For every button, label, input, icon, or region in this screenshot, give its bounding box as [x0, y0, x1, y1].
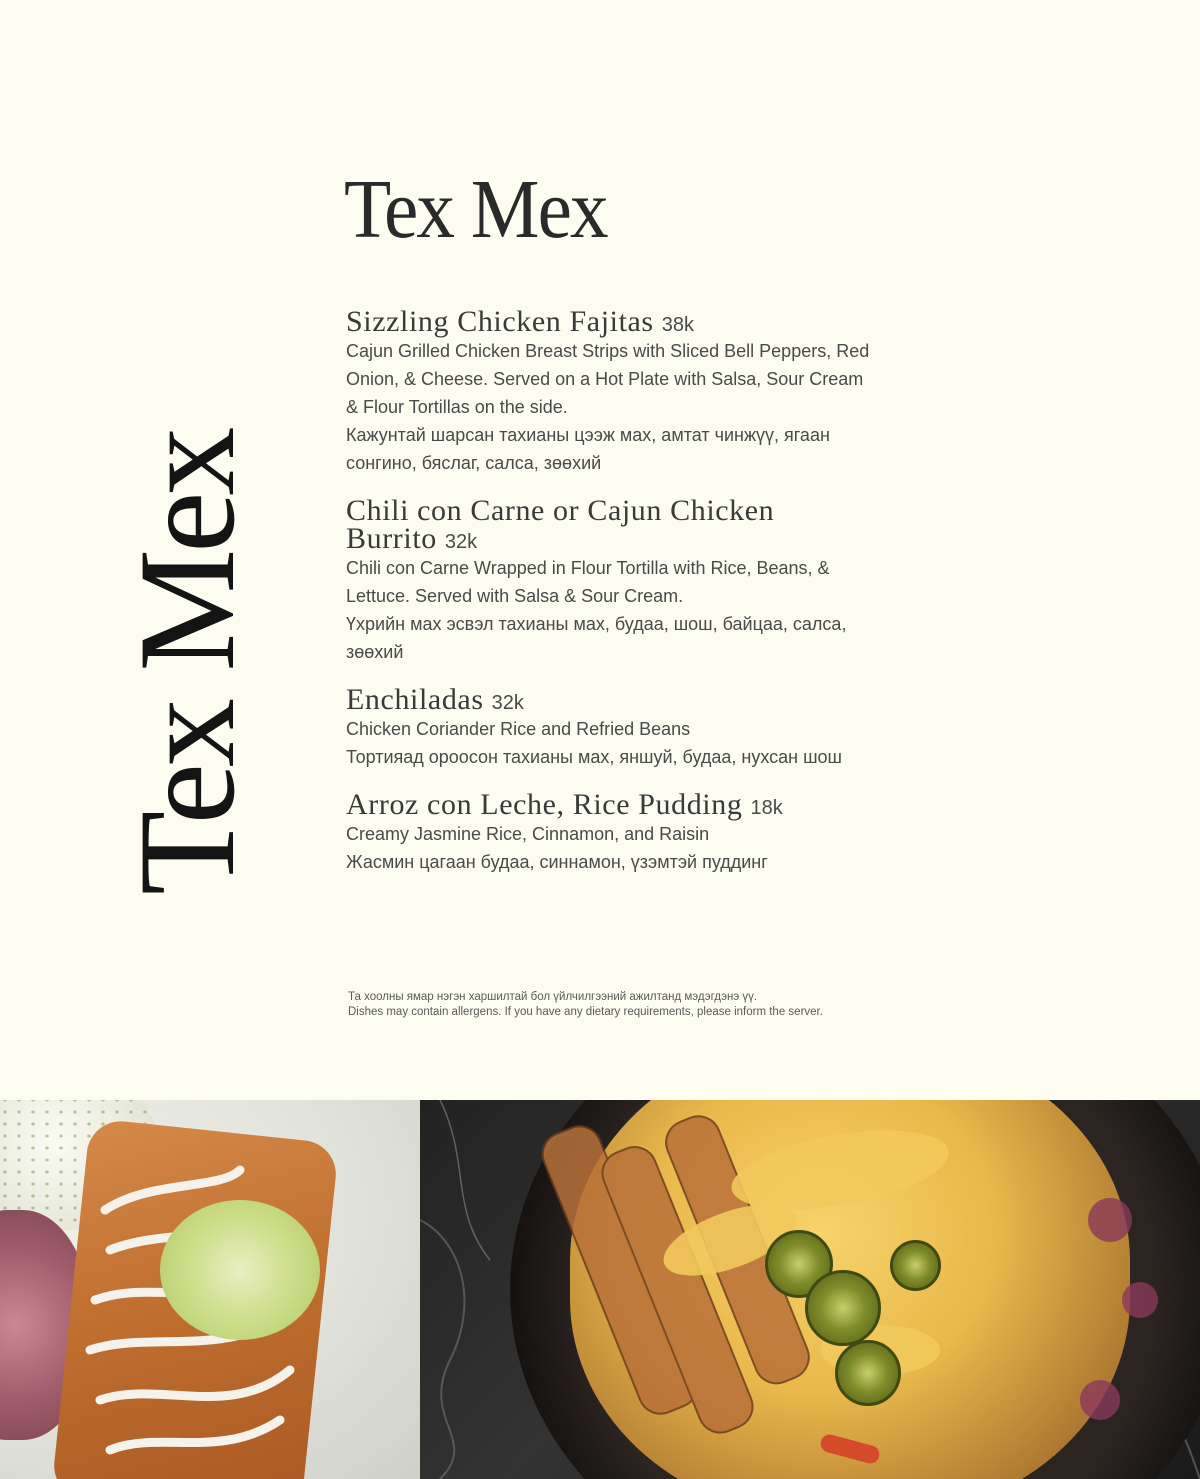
jalapeno-slice	[890, 1240, 941, 1291]
allergen-note	[348, 990, 823, 1020]
item-description-en: Chili con Carne Wrapped in Flour Tortilla with Rice, Beans, & Lettuce. Served with Salsa & Sour Cream.	[346, 558, 830, 606]
item-description-mn: Үхрийн мах эсвэл тахианы мах, будаа, шош, байцаа, салса, зөөхий	[346, 614, 847, 662]
menu-item	[346, 683, 906, 771]
shredded-lettuce	[160, 1200, 320, 1340]
menu-item	[346, 788, 906, 876]
item-description-mn: Жасмин цагаан будаа, синнамон, үзэмтэй пуддинг	[346, 852, 768, 872]
item-price: 32k	[444, 531, 478, 553]
item-description-en: Creamy Jasmine Rice, Cinnamon, and Raisin	[346, 824, 710, 844]
menu-item	[346, 305, 906, 477]
food-photos	[0, 1100, 1200, 1479]
item-name: Arroz con Leche, Rice Pudding	[346, 788, 743, 821]
page-title: Tex Mex	[344, 163, 607, 256]
allergen-note-mn: Та хоолны ямар нэгэн харшилтай бол үйлчилгээний ажилтанд мэдэгдэнэ үү.	[348, 991, 758, 1003]
fajitas-skillet-photo	[420, 1100, 1200, 1479]
item-description-en: Chicken Coriander Rice and Refried Beans	[346, 719, 691, 739]
item-description-mn: Тортияад ороосон тахианы мах, яншуй, будаа, нухсан шош	[346, 747, 842, 767]
item-description-en: Cajun Grilled Chicken Breast Strips with Sliced Bell Peppers, Red Onion, & Cheese. Served on a Hot Plate with Salsa, Sour Cream & Flour Tortillas on the side.	[346, 341, 870, 417]
jalapeno-slice	[805, 1270, 881, 1346]
menu-item	[346, 494, 906, 666]
menu-list	[346, 305, 906, 896]
vertical-side-title: Tex Mex	[110, 430, 263, 895]
item-name: Enchiladas	[346, 683, 484, 716]
item-description-mn: Кажунтай шарсан тахианы цээж мах, амтат чинжүү, ягаан сонгино, бяслаг, салса, зөөхий	[346, 425, 830, 473]
jalapeno-slice	[835, 1340, 901, 1406]
item-price: 32k	[491, 692, 524, 714]
enchiladas-photo	[0, 1100, 420, 1479]
item-name: Sizzling Chicken Fajitas	[346, 305, 654, 338]
item-price: 18k	[750, 797, 783, 819]
item-price: 38k	[661, 314, 694, 336]
item-name: Chili con Carne or Cajun Chicken Burrito	[346, 494, 775, 555]
allergen-note-en: Dishes may contain allergens. If you have any dietary requirements, please inform the server.	[348, 1006, 823, 1018]
